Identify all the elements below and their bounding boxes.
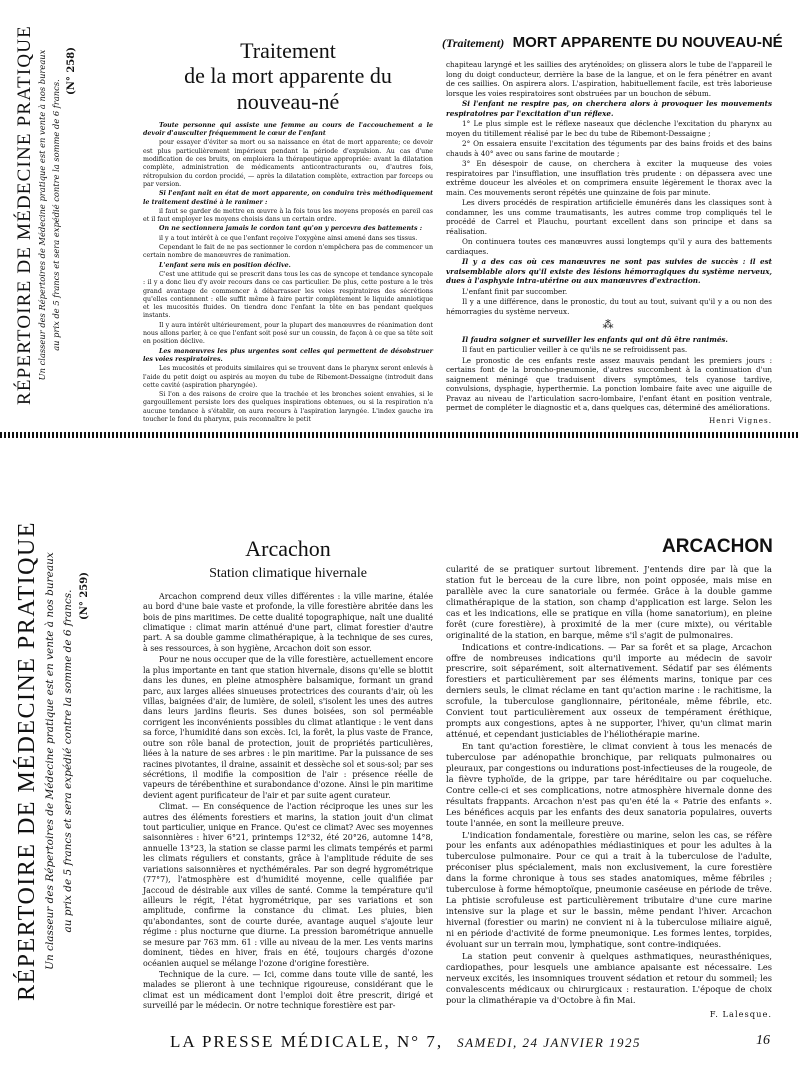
lead-paragraph: Toute personne qui assiste une femme au cours de l'accouchement a le devoir d'ausculter fréquemment le cœur de l'enfant: [143, 121, 433, 138]
paragraph: Il y a une différence, dans le pronostic, du tout au tout, suivant qu'il y a ou non des hémorragies du système nerveux.: [446, 297, 772, 316]
title-line-2: de la mort apparente du nouveau-né: [184, 63, 392, 114]
lead-paragraph: Si l'enfant naît en état de mort apparente, on conduira très méthodiquement le traitement destiné à le ranimer :: [143, 190, 433, 206]
paragraph: Indications et contre-indications. — Par sa forêt et sa plage, Arcachon offre de nombreuses indications qu'il importe au médecin de savoir prescrire, soit séparément, soit alternativement. Sédatif par ses éléments forestiers et particulièrement par ses éléments marins, tonique par ces derniers seuls, le climat réclame en tant qu'action marine : le rachitisme, la scrofule, la tuberculose ganglionnaire, péritonéale, même fébrile, etc. Convient tout particulièrement aux osseux de tempérament éréthique, prompts aux congestions, aptes à ne supporter, l'hiver, qu'un climat marin atténué, et cependant justiciables de l'héliothérapie marine.: [446, 641, 772, 740]
lead-paragraph: Il y a des cas où ces manœuvres ne sont pas suivies de succès : il est vraisemblable alors qu'il existe des lésions hémorragiques du système nerveux, dues à l'asphyxie intra-utérine ou aux manœuvres d'extraction.: [446, 257, 772, 285]
issue-date: SAMEDI, 24 JANVIER 1925: [457, 1035, 642, 1050]
author-signature: Henri Vignes.: [709, 415, 772, 425]
paragraph: Les mucosités et produits similaires qui se trouvent dans le pharynx seront enlevés à l'aide du petit doigt ou aspirés au moyen du tube de Ribemont-Dessaigne (introduit dans cette cavité (aspiration pharyngée).: [143, 365, 433, 389]
title-line-1: Arcachon: [245, 536, 331, 561]
running-header: ARCACHON: [662, 536, 773, 557]
lead-paragraph: L'enfant sera mis en position déclive.: [159, 261, 291, 269]
paragraph: il y a tout intérêt à ce que l'enfant reçoive l'oxygène ainsi amené dans ses tissus.: [159, 234, 418, 242]
paragraph: 1° Le plus simple est le réflexe naseaux que déclenche l'excitation du pharynx au moyen du titillement réalisé par le bec du tube de Ribemont-Dessaigne ;: [446, 119, 772, 138]
paragraph: C'est une attitude qui se prescrit dans tous les cas de syncope et tendance syncopale : il y a donc lieu d'y avoir recours dans ce cas particulier. De plus, cette posture a le très grand avantage de commencer à débarrasser les voies respiratoires des sécrétions qu'elles contiennent : elle suffit même à faire partir complètement le liquide amniotique et les mucosités fluides. On tiendra donc l'enfant la tête en bas pendant quelques instants.: [143, 270, 433, 320]
sheet-spine: [0, 0, 130, 430]
paragraph: 2° On essaiera ensuite l'excitation des téguments par des bains froids et des bains chauds à 40° avec ou sans farine de moutarde ;: [446, 139, 772, 158]
paragraph: La station peut convenir à quelques asthmatiques, neurasthéniques, cardiopathes, pour lesquels une ambiance apaisante est nécessaire. Les nerveux excités, les insomniques trouvent sédation et retour du sommeil; les convalescents médicaux ou chirurgicaux : restauration. L'époque de choix pour la climathérapie va d'Octobre à fin Mai.: [446, 950, 772, 1005]
article-column-right: [446, 564, 772, 1019]
spine-subtitle-line2: au prix de 5 francs et sera expédié contre la somme de 6 francs.: [51, 79, 62, 351]
paragraph: chapiteau laryngé et les saillies des aryténoïdes; on glissera alors le tube de l'appareil le long du doigt conducteur, derrière la base de la langue, et on le fera pénétrer en avant de ces saillies. On aspirera alors. L'aspiration, habituellement facile, est très laborieuse lorsque les voies respiratoires sont obstruées par un bouchon de sébum.: [446, 60, 772, 98]
paragraph: Il faut en particulier veiller à ce qu'ils ne se refroidissent pas.: [462, 345, 688, 355]
article-title: [143, 536, 433, 584]
author-signature: F. Lalesque.: [709, 1008, 772, 1019]
lead-paragraph: Il faudra soigner et surveiller les enfants qui ont dû être ranimés.: [462, 334, 728, 344]
paragraph: Si l'on a des raisons de croire que la trachée et les bronches soient envahies, si le gargouillement persiste lors des quelques inspirations obtenues, ou si la respiration n'a aucune tendance à s'établir, on aura recours à l'aspiration laryngée. L'index gauche ira toucher le fond du pharynx, puis reconnaître le petit: [143, 391, 433, 423]
lead-paragraph: Si l'enfant ne respire pas, on cherchera alors à provoquer les mouvements respiratoires par l'excitation d'un réflexe.: [446, 99, 772, 118]
sheet-number: (N° 259): [79, 572, 90, 620]
article-title: [143, 38, 433, 114]
header-category: (Traitement): [442, 36, 505, 50]
spine-title: RÉPERTOIRE DE MÉDECINE PRATIQUE: [14, 521, 40, 1001]
spine-subtitle-line1: Un classeur des Répertoires de Médecine pratique est en vente à nos bureaux: [44, 552, 57, 970]
paragraph: L'enfant finit par succomber.: [462, 286, 568, 296]
spine-subtitle-line1: Un classeur des Répertoires de Médecine pratique est en vente à nos bureaux: [38, 49, 48, 381]
lead-paragraph: Les manœuvres les plus urgentes sont celles qui permettent de désobstruer les voies respiratoires.: [143, 347, 433, 363]
paragraph: Technique de la cure. — Ici, comme dans toute ville de santé, les malades se plieront à une technique rigoureuse, considérant que le climat est un médicament dont l'emploi doit être prescrit, dirigé et surveillé par le médecin. Or notre technique forestière est par-: [143, 969, 433, 1011]
journal-issue: LA PRESSE MÉDICALE, N° 7,: [170, 1032, 444, 1051]
title-line-1: Traitement: [240, 38, 336, 63]
paragraph: Il y aura intérêt ultérieurement, pour la plupart des manœuvres de réanimation dont nous allons parler, à ce que l'enfant soit posé sur un coussin, de façon à ce que sa tête soit en position déclive.: [143, 321, 433, 346]
paragraph: Arcachon comprend deux villes différentes : la ville marine, étalée au bord d'une baie vaste et profonde, la ville forestière abritée dans les bois de pins maritimes. De cette dualité topographique, naît une dualité climatique : climat marin atténué d'une part, climat forestier d'autre part. A sa double gamme climathérapique, à la technique de ses cures, à ses ressources, à son hygiène, Arcachon doit son essor.: [143, 591, 433, 653]
repertoire-sheet-259: [0, 440, 800, 1082]
article-column-right: [446, 60, 772, 425]
spine-title: RÉPERTOIRE DE MÉDECINE PRATIQUE: [14, 25, 35, 405]
spine-subtitle-line2: au prix de 5 francs et sera expédié contre la somme de 6 francs.: [61, 589, 74, 933]
sheet-divider: [0, 432, 800, 438]
paragraph: Pour ne nous occuper que de la ville forestière, actuellement encore la plus importante en tant que station hivernale, disons qu'elle se blottit dans les dunes, en pleine atmosphère balsamique, formant un grand parc, aux larges allées sinueuses protectrices des courants d'air, où les villas, baignées d'air, de lumière, de soleil, s'isolent les unes des autres dans leurs jardins fleuris. Ses dunes boisées, son sol perméable corrigent les inconvénients possibles du climat atlantique : le vent dans sa force, l'humidité dans son excès. Ici, la forêt, la plus vaste de France, outre son rôle banal de protection, jouit de propriétés particulières, liées à la nature de ses arbres : le pin maritime. Par la puissance de ses racines pivotantes, il draine, assainit et dessèche sol et sous-sol; par ses sécrétions, il modifie la composition de l'air : présence réelle de vapeurs de térébenthine et surabondance d'ozone. Ainsi le pin maritime devient agent purificateur de l'air et par suite agent curateur.: [143, 655, 434, 800]
repertoire-sheet-258: [0, 0, 800, 430]
paragraph: L'indication fondamentale, forestière ou marine, selon les cas, se réfère pour les enfants aux adénopathies médiastiniques et pour les adultes à la tuberculose pulmonaire. Pour ce qui a trait à la tuberculose de l'adulte, préconiser plus spécialement, mais non exclusivement, la cure forestière dans la forme chronique à tous ses stades anatomiques, même fébriles ; tuberculose à forme hémoptoïque, pneumonie caséeuse en période de trêve. La phtisie scrofuleuse est particulièrement tributaire d'une cure marine intensive sur la plage et sur le bassin, même pendant l'hiver. Arcachon hivernal (forestier ou marin) ne convient ni à la tuberculose miliaire aiguë, ni en période d'activité de forme pneumonique. Les formes lentes, torpides, évoluant sur un terrain mou, lymphatique, sont contre-indiquées.: [446, 829, 772, 949]
paragraph: Les divers procédés de respiration artificielle émunérés dans les classiques sont à condamner, les uns comme traumatisants, les autres comme trop compliqués tel le procédé de Carrel et Plauchu, pourtant excellent dans son principe et dans sa réalisation.: [446, 198, 772, 236]
sheet-spine: [0, 440, 130, 1082]
page-footer: [170, 1032, 770, 1052]
paragraph: Cependant le fait de ne pas sectionner le cordon n'empêchera pas de commencer un certain nombre de manœuvres de ranimation.: [143, 244, 433, 260]
spine-text: [14, 25, 62, 405]
paragraph: En tant qu'action forestière, le climat convient à tous les menacés de tuberculose par adénopathie bronchique, par reliquats pulmonaires ou pleuraux, par congestions ou indurations post-infectieuses de la rougeole, de la fièvre typhoïde, de la grippe, par tare héréditaire ou par coqueluche. Contre celle-ci et ses complications, notre atmosphère hivernale donne des résultats frappants. Arcachon n'est pas qu'en été la « Patrie des enfants ». Les bénéfices acquis par les enfants des deux sanatoria populaires, ouverts toute l'année, en sont la meilleure preuve.: [446, 741, 772, 828]
paragraph: On continuera toutes ces manœuvres aussi longtemps qu'il y aura des battements cardiaques.: [446, 237, 772, 256]
spine-text: [14, 521, 75, 1001]
header-topic: MORT APPARENTE DU NOUVEAU-NÉ: [512, 34, 783, 51]
page-number: 16: [756, 1033, 770, 1048]
sheet-number: (N° 258): [66, 47, 78, 95]
paragraph: Climat. — En conséquence de l'action réciproque les unes sur les autres des éléments forestiers et marins, la station jouit d'un climat tout particulier, unique en France. Qu'est ce climat? Avec ses moyennes saisonnières : hiver 6°21, printemps 12°32, été 20°26, automne 14°8, annuelle 13°23, la station se classe parmi les climats tempérés et parmi les climats réguliers et constants, grâce à l'amplitude réduite de ses variations saisonnières et nycthémérales. Par son degré hygrométrique (77°7), l'atmosphère est d'humidité moyenne, celle qualifiée par Jaccoud de désirable aux villes de santé. Comme la température qu'il ailleurs le régit, l'état hygrométrique, par ses variations et son amplitude, confirme la constance du climat. Les pluies, bien qu'abondantes, sont de courte durée, avantage auquel s'ajoute leur régime : plus nocturne que diurne. La pression barométrique annuelle se mesure par 763 mm. 61 : ville au niveau de la mer. Les vents marins dominent, tièdes en hiver, frais en été, toujours chargés d'ozone océanien auquel se mélange l'ozone d'origine forestière.: [143, 802, 433, 968]
paragraph: pour essayer d'éviter sa mort ou sa naissance en état de mort apparente; ce devoir est plus particulièrement impérieux pendant la période d'expulsion. Au cas d'une modification de ces bruits, on emploiera la thérapeutique appropriée: avant la dilatation complète, administration de médicaments anticontracturants ou, d'autres fois, rétropulsion du cordon procidé, — après la dilatation complète, extraction par forceps ou par version.: [143, 139, 433, 188]
paragraph: cularité de se pratiquer surtout librement. J'entends dire par là que la station fut le berceau de la cure libre, non point opposée, mais mise en parallèle avec la cure sanatoriale ou fermée. Grâce à la double gamme climathérapique de la station, son champ d'application est large. Selon les cas et les indications, elle se pratique en villa (home sanatorium), en pleine forêt (cure forestière), à proximité de la mer (cure mixte), ou véritable originalité de la station, en barque, même s'il s'agit de pulmonaires.: [446, 564, 772, 640]
title-line-2: Station climatique hivernale: [209, 566, 367, 582]
article-column-left: [143, 38, 433, 424]
article-column-left: [143, 536, 433, 1012]
lead-paragraph: On ne sectionnera jamais le cordon tant qu'on y percevra des battements :: [159, 225, 423, 233]
paragraph: 3° En désespoir de cause, on cherchera à exciter la muqueuse des voies respiratoires par l'insufflation, une insufflation très prudente : on dépassera avec une extrême douceur les alvéoles et on comprimera ensuite légèrement le thorax avec la main. Ces mouvements seront répétés une quinzaine de fois par minute.: [446, 159, 772, 197]
paragraph: il faut se garder de mettre en œuvre à la fois tous les moyens proposés en pareil cas et il faut employer les moyens choisis dans un certain ordre.: [143, 207, 433, 224]
asterism: ⁂: [602, 318, 616, 331]
running-header: [442, 34, 783, 52]
paragraph: Le pronostic de ces enfants reste assez mauvais pendant les premiers jours : certains font de la broncho-pneumonie, d'autres succombent à la continuation d'un saignement méningé que traduisent divers symptômes, tels cyanose tardive, convulsions, dysphagie, hyperthermie. La ponction lombaire faite avec une aiguille de Pravaz au niveau de l'articulation sacro-lombaire, l'enfant étant en position ventrale, permet de compléter le diagnostic et a, dans quelques cas, déterminé des améliorations.: [446, 355, 772, 413]
